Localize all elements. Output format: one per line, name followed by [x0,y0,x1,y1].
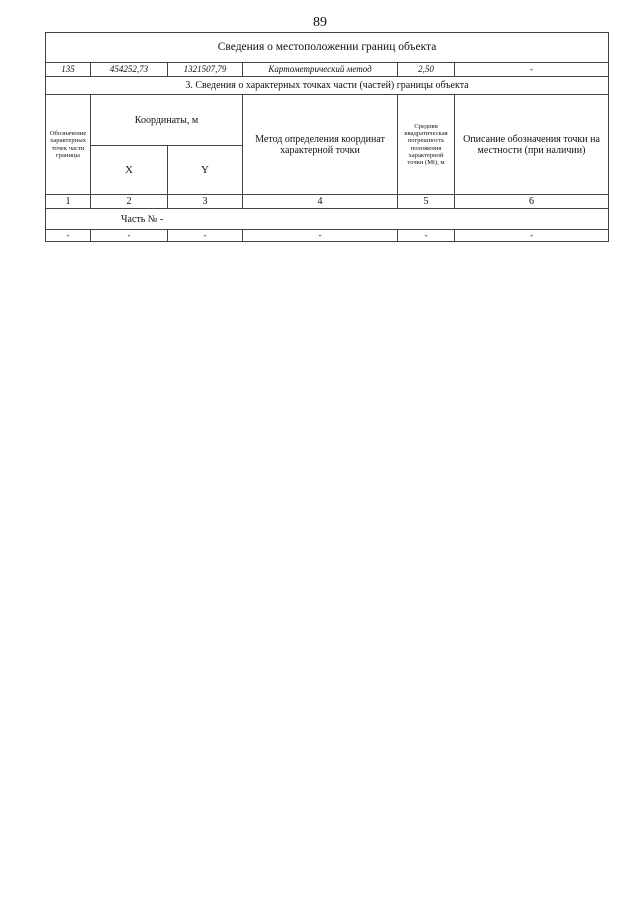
header-x: X [91,146,168,195]
column-number: 1 [46,195,91,209]
table-cell: - [46,230,91,242]
table-cell: 454252,73 [91,63,168,77]
table-cell: - [91,230,168,242]
column-number: 5 [398,195,455,209]
column-number: 6 [455,195,609,209]
column-number: 4 [243,195,398,209]
header-method: Метод определения координат характерной точки [243,95,398,195]
header-accuracy: Средняя квадратическая погрешность положения характерной точки (Mt), м [398,95,455,195]
table-cell: - [455,63,609,77]
header-row [46,95,609,146]
table-cell: - [398,230,455,242]
column-number: 2 [91,195,168,209]
previous-data-row [46,63,609,77]
section-heading: 3. Сведения о характерных точках части (частей) границы объекта [46,77,609,95]
header-point-designation: Обозначение характерных точек части границы [46,95,91,195]
table-cell: - [168,230,243,242]
table-cell: 2,50 [398,63,455,77]
part-label-row [46,209,609,230]
header-coordinates: Координаты, м [91,95,243,146]
boundary-table [45,32,609,242]
table-cell: - [243,230,398,242]
table-row [46,230,609,242]
table-cell: 1321507,79 [168,63,243,77]
column-number-row [46,195,609,209]
header-description: Описание обозначения точки на местности (при наличии) [455,95,609,195]
section-heading-row [46,77,609,95]
table-cell: 135 [46,63,91,77]
table-cell: Картометрический метод [243,63,398,77]
table-title-row [46,33,609,63]
header-y: Y [168,146,243,195]
part-label: Часть № - [46,209,609,230]
table-cell: - [455,230,609,242]
page-number: 89 [313,15,327,30]
table-title: Сведения о местоположении границ объекта [46,33,609,63]
column-number: 3 [168,195,243,209]
